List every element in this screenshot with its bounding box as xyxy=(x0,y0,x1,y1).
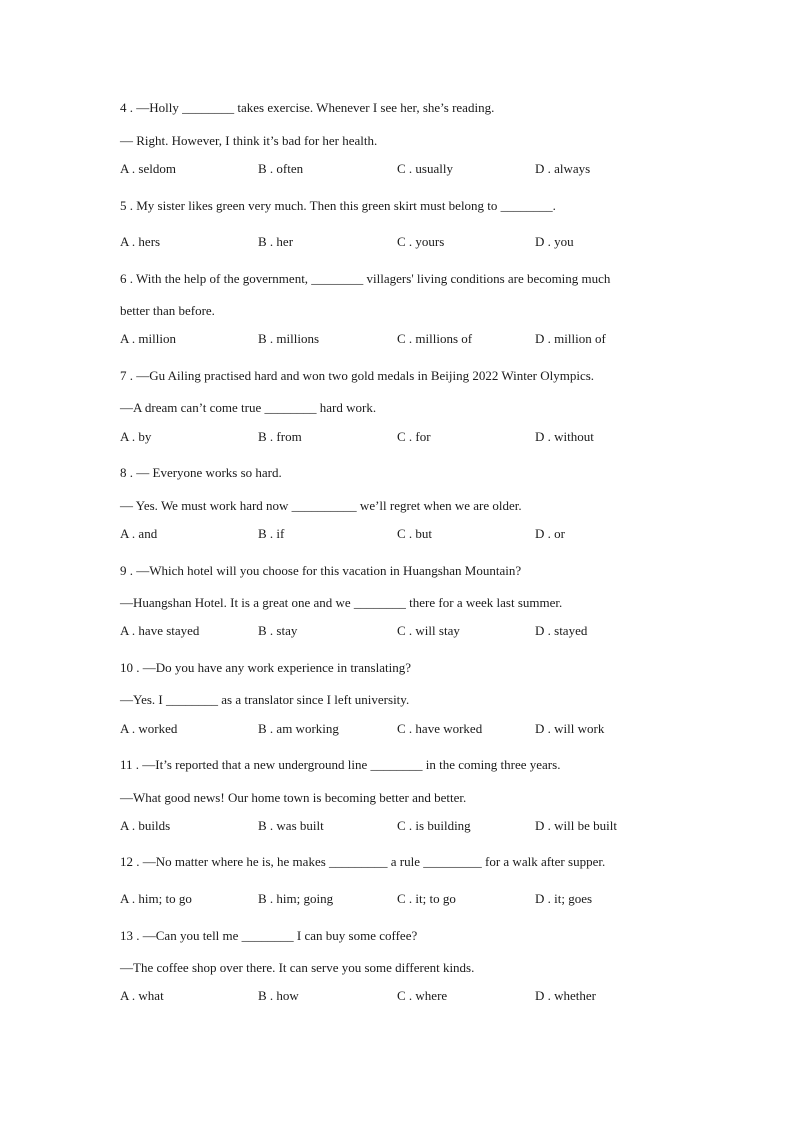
option-a[interactable]: A . builds xyxy=(120,818,171,833)
option-b[interactable]: B . how xyxy=(258,988,299,1003)
option-b[interactable]: B . from xyxy=(258,429,302,444)
option-b[interactable]: B . am working xyxy=(258,721,339,736)
option-c[interactable]: C . it; to go xyxy=(397,891,456,906)
option-b[interactable]: B . was built xyxy=(258,818,324,833)
option-b[interactable]: B . her xyxy=(258,234,294,249)
option-d[interactable]: D . will work xyxy=(535,721,605,736)
option-c[interactable]: C . millions of xyxy=(397,331,473,346)
question-7-response: —A dream can’t come true ________ hard work. xyxy=(120,400,377,415)
option-d[interactable]: D . will be built xyxy=(535,818,617,833)
option-d[interactable]: D . or xyxy=(535,526,565,541)
option-d[interactable]: D . it; goes xyxy=(535,891,593,906)
option-b[interactable]: B . often xyxy=(258,161,304,176)
option-a[interactable]: A . what xyxy=(120,988,164,1003)
question-4-stem: 4 . —Holly ________ takes exercise. Whenever I see her, she’s reading. xyxy=(120,100,495,115)
option-c[interactable]: C . but xyxy=(397,526,433,541)
option-c[interactable]: C . yours xyxy=(397,234,445,249)
question-13-response: —The coffee shop over there. It can serve you some different kinds. xyxy=(120,960,475,975)
option-b[interactable]: B . if xyxy=(258,526,285,541)
option-a[interactable]: A . hers xyxy=(120,234,161,249)
question-9-options xyxy=(120,623,680,639)
question-11-response: —What good news! Our home town is becoming better and better. xyxy=(120,790,467,805)
question-13-options xyxy=(120,988,680,1004)
option-b[interactable]: B . millions xyxy=(258,331,320,346)
question-10-options xyxy=(120,721,680,737)
question-8-response: — Yes. We must work hard now __________ we’ll regret when we are older. xyxy=(120,498,522,513)
question-12-stem: 12 . —No matter where he is, he makes _________ a rule _________ for a walk after supper. xyxy=(120,854,606,869)
question-4-response: — Right. However, I think it’s bad for her health. xyxy=(120,133,378,148)
question-11-stem: 11 . —It’s reported that a new underground line ________ in the coming three years. xyxy=(120,757,561,772)
option-a[interactable]: A . worked xyxy=(120,721,178,736)
option-c[interactable]: C . where xyxy=(397,988,448,1003)
option-c[interactable]: C . for xyxy=(397,429,431,444)
option-a[interactable]: A . seldom xyxy=(120,161,176,176)
option-a[interactable]: A . have stayed xyxy=(120,623,200,638)
option-c[interactable]: C . have worked xyxy=(397,721,483,736)
option-c[interactable]: C . will stay xyxy=(397,623,460,638)
option-a[interactable]: A . by xyxy=(120,429,152,444)
question-6-stem-continued: better than before. xyxy=(120,303,215,318)
question-10-response: —Yes. I ________ as a translator since I left university. xyxy=(120,692,410,707)
question-6-stem: 6 . With the help of the government, ________ villagers' living conditions are becoming much xyxy=(120,271,611,286)
option-b[interactable]: B . stay xyxy=(258,623,298,638)
question-9-stem: 9 . —Which hotel will you choose for this vacation in Huangshan Mountain? xyxy=(120,563,522,578)
option-c[interactable]: C . is building xyxy=(397,818,471,833)
question-13-stem: 13 . —Can you tell me ________ I can buy some coffee? xyxy=(120,928,418,943)
option-d[interactable]: D . million of xyxy=(535,331,606,346)
option-d[interactable]: D . always xyxy=(535,161,591,176)
question-6-options xyxy=(120,331,680,347)
question-10-stem: 10 . —Do you have any work experience in translating? xyxy=(120,660,411,675)
option-d[interactable]: D . you xyxy=(535,234,574,249)
question-7-stem: 7 . —Gu Ailing practised hard and won two gold medals in Beijing 2022 Winter Olympics. xyxy=(120,368,595,383)
question-8-options xyxy=(120,526,680,542)
option-d[interactable]: D . without xyxy=(535,429,594,444)
question-5-stem: 5 . My sister likes green very much. Then this green skirt must belong to ________. xyxy=(120,198,556,213)
question-8-stem: 8 . — Everyone works so hard. xyxy=(120,465,282,480)
option-a[interactable]: A . him; to go xyxy=(120,891,192,906)
question-7-options xyxy=(120,429,680,445)
option-d[interactable]: D . whether xyxy=(535,988,597,1003)
option-d[interactable]: D . stayed xyxy=(535,623,588,638)
question-12-options xyxy=(120,891,680,907)
question-5-options xyxy=(120,234,680,250)
option-b[interactable]: B . him; going xyxy=(258,891,334,906)
option-a[interactable]: A . and xyxy=(120,526,158,541)
question-4-options xyxy=(120,161,680,177)
option-a[interactable]: A . million xyxy=(120,331,176,346)
option-c[interactable]: C . usually xyxy=(397,161,453,176)
question-11-options xyxy=(120,818,680,834)
question-9-response: —Huangshan Hotel. It is a great one and we ________ there for a week last summer. xyxy=(120,595,563,610)
